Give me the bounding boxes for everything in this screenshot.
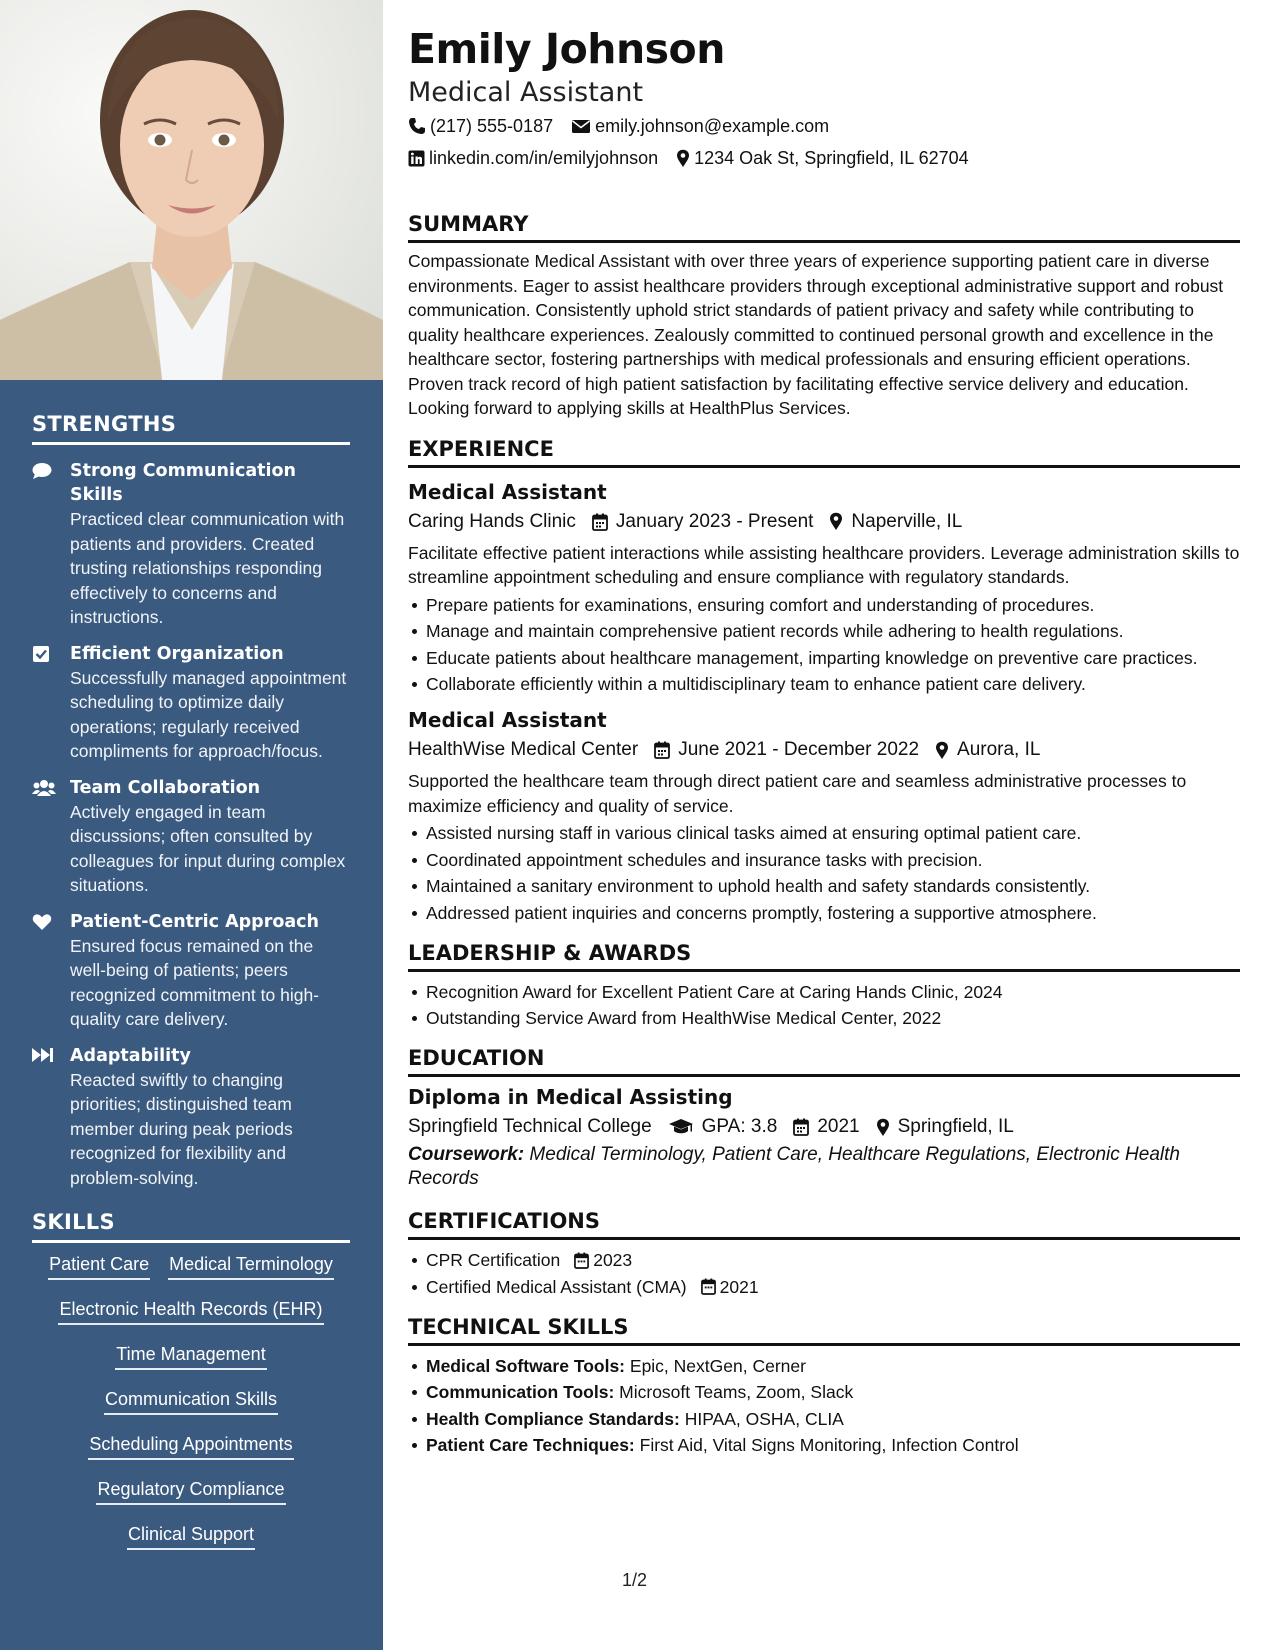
strength-item: [32, 642, 351, 764]
calendar-icon: [592, 513, 608, 531]
contact-row: [408, 114, 1240, 138]
coursework-label: Coursework:: [408, 1144, 525, 1165]
summary-text: Compassionate Medical Assistant with over three years of experience supporting patient care in diverse environments. Eager to assist healthcare providers through exceptional administrative support and robust communication. Consistently uphold strict standards of patient privacy and safety while contributing to quality healthcare experiences. Zealously committed to continued personal growth and excellence in the healthcare sector, fostering partnerships with medical professionals and ensuring efficient operations. Proven track record of high patient satisfaction by facilitating effective service delivery and education. Looking forward to applying skills at HealthPlus Services.: [408, 251, 1224, 418]
graduation-cap-icon: [668, 1118, 694, 1136]
skill-tag: Communication Skills: [104, 1386, 278, 1415]
strength-desc: Ensured focus remained on the well-being of patients; peers recognized commitment to high-quality care delivery.: [70, 935, 319, 1029]
job-dates-text: June 2021 - December 2022: [678, 739, 920, 760]
school-name: Springfield Technical College: [408, 1116, 652, 1137]
cert-name: CPR Certification: [426, 1250, 561, 1270]
strength-title: Efficient Organization: [70, 643, 284, 664]
awards-heading: LEADERSHIP & AWARDS: [408, 939, 1240, 972]
main-content: [408, 22, 1240, 1460]
coursework-text: Medical Terminology, Patient Care, Healthcare Regulations, Electronic Health Records: [408, 1144, 1180, 1189]
strength-title: Strong Communication Skills: [70, 461, 296, 505]
sidebar: [0, 0, 383, 1650]
list-item: Recognition Award for Excellent Patient Care at Caring Hands Clinic, 2024: [408, 980, 1240, 1004]
skill-label: Communication Tools:: [426, 1382, 615, 1402]
skill-value: HIPAA, OSHA, CLIA: [684, 1408, 844, 1429]
job-location-text: Naperville, IL: [851, 510, 963, 532]
list-item: Coordinated appointment schedules and insurance tasks with precision.: [408, 848, 1240, 872]
page-number: 1/2: [622, 1570, 648, 1590]
skill-tag: Time Management: [115, 1341, 266, 1370]
list-item: Collaborate efficiently within a multidisciplinary team to enhance patient care delivery.: [408, 672, 1240, 696]
technical-skills-list: [408, 1354, 1240, 1458]
job-description: Supported the healthcare team through direct patient care and seamless administrative processes to maximize efficiency and quality of service.: [408, 771, 1187, 816]
skill-label: Medical Software Tools:: [426, 1355, 626, 1376]
heart-icon: [32, 910, 70, 1032]
skill-tag: Electronic Health Records (EHR): [58, 1296, 323, 1325]
job-title: Medical Assistant: [408, 479, 607, 504]
degree-title: Diploma in Medical Assisting: [408, 1085, 733, 1109]
phone-contact[interactable]: [408, 114, 553, 138]
job-location-text: Aurora, IL: [957, 739, 1041, 760]
strength-item: [32, 910, 351, 1032]
checkbox-icon: [32, 642, 70, 764]
speech-bubble-icon: [32, 459, 70, 630]
strength-desc: Successfully managed appointment scheduling to optimize daily operations; regularly received compliments for approach/focus.: [70, 667, 347, 761]
skill-value: Microsoft Teams, Zoom, Slack: [619, 1382, 854, 1402]
education-meta: [408, 1114, 1240, 1140]
school-location: [876, 1114, 1014, 1140]
list-item: Addressed patient inquiries and concerns promptly, fostering a supportive atmosphere.: [408, 901, 1240, 925]
map-pin-icon: [935, 741, 949, 760]
skill-value: First Aid, Vital Signs Monitoring, Infection Control: [639, 1435, 1019, 1455]
profile-photo: [0, 0, 383, 380]
strengths-section: [0, 412, 383, 1190]
gpa: [668, 1114, 778, 1140]
phone-text: (217) 555-0187: [430, 116, 554, 136]
awards-list: [408, 980, 1240, 1031]
linkedin-icon: [408, 150, 425, 167]
company-name: HealthWise Medical Center: [408, 739, 639, 760]
job-location: [829, 509, 962, 535]
address-text: 1234 Oak St, Springfield, IL 62704: [694, 148, 969, 168]
list-item: [408, 1407, 1240, 1431]
cert-year: 2021: [719, 1276, 759, 1297]
job-dates-text: January 2023 - Present: [615, 510, 814, 532]
experience-heading: EXPERIENCE: [408, 435, 1240, 468]
linkedin-text: linkedin.com/in/emilyjohnson: [429, 148, 659, 168]
coursework: [408, 1143, 1240, 1191]
skill-value: Epic, NextGen, Cerner: [629, 1355, 806, 1376]
location-text: Springfield, IL: [897, 1116, 1014, 1137]
job-bullets: [408, 821, 1240, 925]
job-title-header: Medical Assistant: [408, 77, 644, 108]
list-item: [408, 1433, 1240, 1457]
skill-label: Patient Care Techniques:: [426, 1435, 635, 1455]
graduation-year: [793, 1114, 859, 1140]
job-dates: [592, 509, 814, 535]
strength-item: [32, 776, 351, 898]
skill-tag: Medical Terminology: [168, 1251, 334, 1280]
linkedin-contact[interactable]: [408, 146, 658, 170]
envelope-icon: [571, 118, 591, 134]
cert-year: 2023: [593, 1250, 633, 1270]
job-bullets: [408, 593, 1240, 697]
address-contact: [676, 146, 969, 170]
strength-title: Patient-Centric Approach: [70, 911, 320, 932]
list-item: [408, 1248, 1240, 1272]
list-item: Assisted nursing staff in various clinical tasks aimed at ensuring optimal patient care.: [408, 821, 1240, 845]
job-dates: [654, 737, 919, 763]
skill-label: Health Compliance Standards:: [426, 1408, 680, 1429]
job-title: Medical Assistant: [408, 708, 607, 732]
calendar-icon: [574, 1252, 589, 1269]
strength-title: Adaptability: [70, 1045, 191, 1066]
list-item: [408, 1354, 1240, 1378]
map-pin-icon: [876, 1118, 890, 1137]
certifications-list: [408, 1248, 1240, 1299]
map-pin-icon: [829, 512, 843, 531]
strength-item: [32, 1044, 351, 1191]
strength-desc: Actively engaged in team discussions; often consulted by colleagues for input during complex situations.: [70, 801, 346, 895]
skill-tag: Clinical Support: [127, 1521, 255, 1550]
strength-desc: Practiced clear communication with patients and providers. Created trusting relationships responding effectively to concerns and instructions.: [70, 509, 345, 627]
job-entry: [408, 706, 1240, 925]
fast-forward-icon: [32, 1044, 70, 1191]
skills-heading: SKILLS: [32, 1210, 350, 1243]
job-meta: [408, 737, 1240, 763]
job-meta: [408, 509, 1240, 535]
users-icon: [32, 776, 70, 898]
education-heading: EDUCATION: [408, 1044, 1240, 1077]
company-name: Caring Hands Clinic: [408, 510, 576, 532]
list-item: [408, 1275, 1240, 1299]
job-entry: [408, 478, 1240, 697]
calendar-icon: [701, 1278, 716, 1295]
email-contact[interactable]: [571, 114, 829, 138]
gpa-text: GPA: 3.8: [701, 1116, 778, 1137]
strength-desc: Reacted swiftly to changing priorities; distinguished team member during peak periods recognized for flexibility and problem-solving.: [70, 1069, 293, 1188]
list-item: Prepare patients for examinations, ensuring comfort and understanding of procedures.: [408, 593, 1240, 617]
skill-tag: Regulatory Compliance: [96, 1476, 285, 1505]
job-description: Facilitate effective patient interactions while assisting healthcare providers. Leverage administration skills to streamline appointment scheduling and ensure compliance with regulatory standards.: [408, 542, 1240, 587]
list-item: [408, 1380, 1240, 1404]
certifications-heading: CERTIFICATIONS: [408, 1207, 1240, 1240]
list-item: Maintained a sanitary environment to uphold health and safety standards consistently.: [408, 874, 1240, 898]
strengths-heading: STRENGTHS: [32, 412, 350, 445]
calendar-icon: [793, 1118, 809, 1136]
contact-row: [408, 146, 1240, 170]
list-item: Educate patients about healthcare management, imparting knowledge on preventive care practices.: [408, 646, 1240, 670]
summary-heading: SUMMARY: [408, 210, 1240, 243]
technical-skills-heading: TECHNICAL SKILLS: [408, 1313, 1240, 1346]
strength-title: Team Collaboration: [70, 777, 261, 798]
strength-item: [32, 459, 351, 630]
skill-tag: Scheduling Appointments: [88, 1431, 293, 1460]
map-pin-icon: [676, 149, 690, 168]
skills-section: [0, 1210, 383, 1556]
email-text: emily.johnson@example.com: [595, 116, 830, 136]
list-item: Manage and maintain comprehensive patient records while adhering to health regulations.: [408, 619, 1240, 643]
job-location: [935, 737, 1040, 763]
cert-name: Certified Medical Assistant (CMA): [426, 1276, 687, 1297]
phone-icon: [408, 117, 426, 135]
list-item: Outstanding Service Award from HealthWise Medical Center, 2022: [408, 1006, 1240, 1030]
year-text: 2021: [817, 1116, 860, 1137]
calendar-icon: [654, 741, 670, 759]
skill-tag: Patient Care: [48, 1251, 150, 1280]
candidate-name: Emily Johnson: [408, 25, 725, 73]
